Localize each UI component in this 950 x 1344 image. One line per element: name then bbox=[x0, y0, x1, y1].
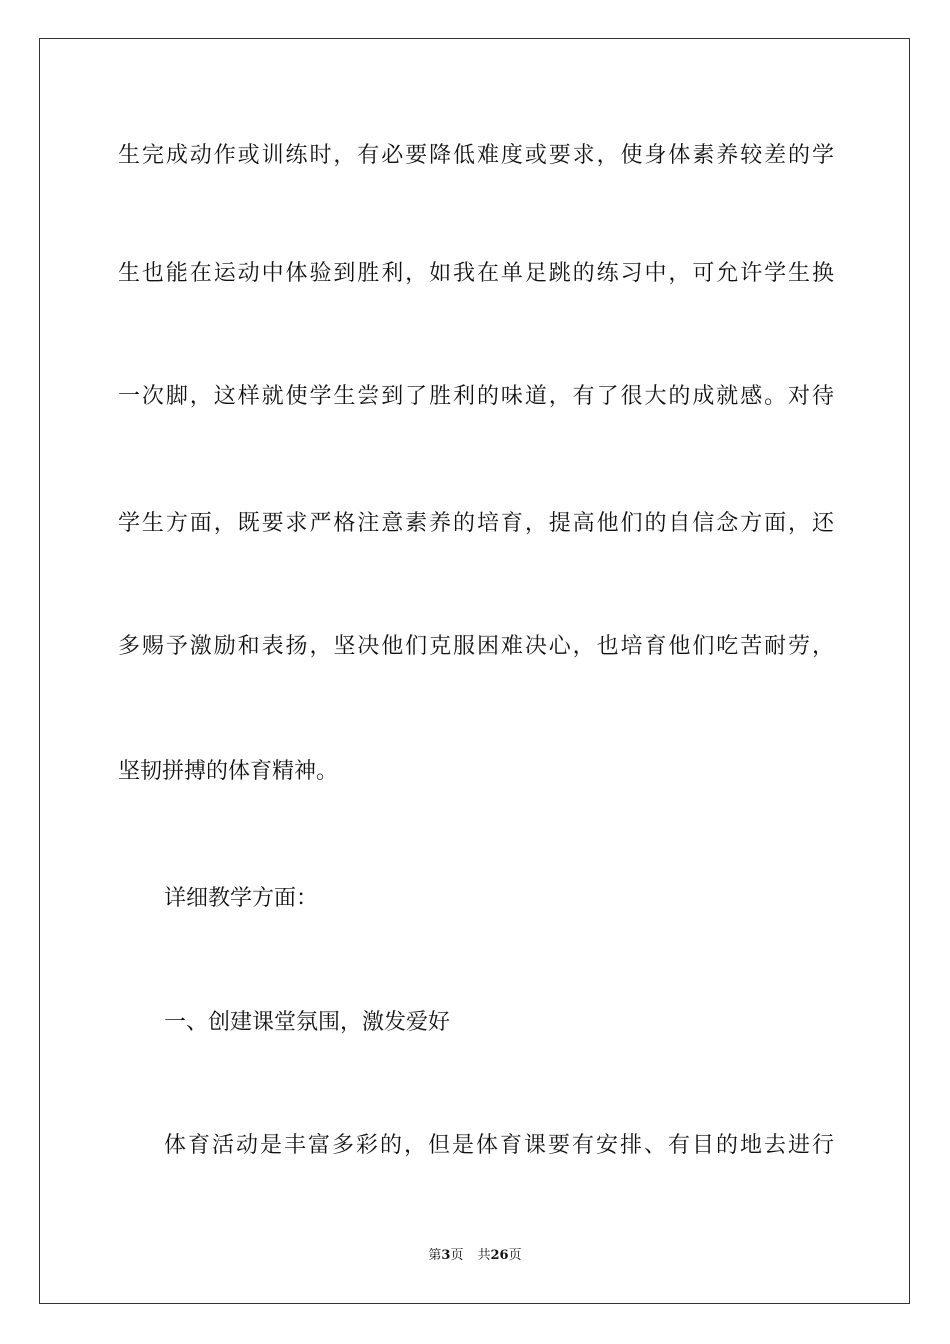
body-text-line: 学生方面，既要求严格注意素养的培育，提高他们的自信念方面，还 bbox=[118, 511, 834, 536]
page-border bbox=[39, 38, 910, 1304]
current-page-number: 3 bbox=[441, 1248, 451, 1263]
body-text-line: 生完成动作或训练时，有必要降低难度或要求，使身体素养较差的学 bbox=[118, 143, 834, 168]
body-text-line: 多赐予激励和表扬，坚决他们克服困难决心，也培育他们吃苦耐劳， bbox=[118, 634, 834, 659]
body-text-line: 体育活动是丰富多彩的，但是体育课要有安排、有目的地去进行 bbox=[164, 1133, 834, 1158]
total-prefix: 共 bbox=[477, 1248, 491, 1263]
page-prefix: 第 bbox=[428, 1248, 442, 1263]
body-text-line: 一次脚，这样就使学生尝到了胜利的味道，有了很大的成就感。对待 bbox=[118, 384, 834, 409]
total-page-count: 26 bbox=[490, 1248, 509, 1263]
total-suffix: 页 bbox=[508, 1248, 522, 1263]
body-text-line: 生也能在运动中体验到胜利，如我在单足跳的练习中，可允许学生换 bbox=[118, 261, 834, 286]
section-heading: 一、创建课堂氛围，激发爱好 bbox=[164, 1010, 451, 1035]
body-text-line: 坚韧拼搏的体育精神。 bbox=[118, 759, 339, 784]
page-footer bbox=[0, 1247, 950, 1265]
section-label: 详细教学方面： bbox=[164, 886, 319, 911]
page-suffix: 页 bbox=[450, 1248, 464, 1263]
